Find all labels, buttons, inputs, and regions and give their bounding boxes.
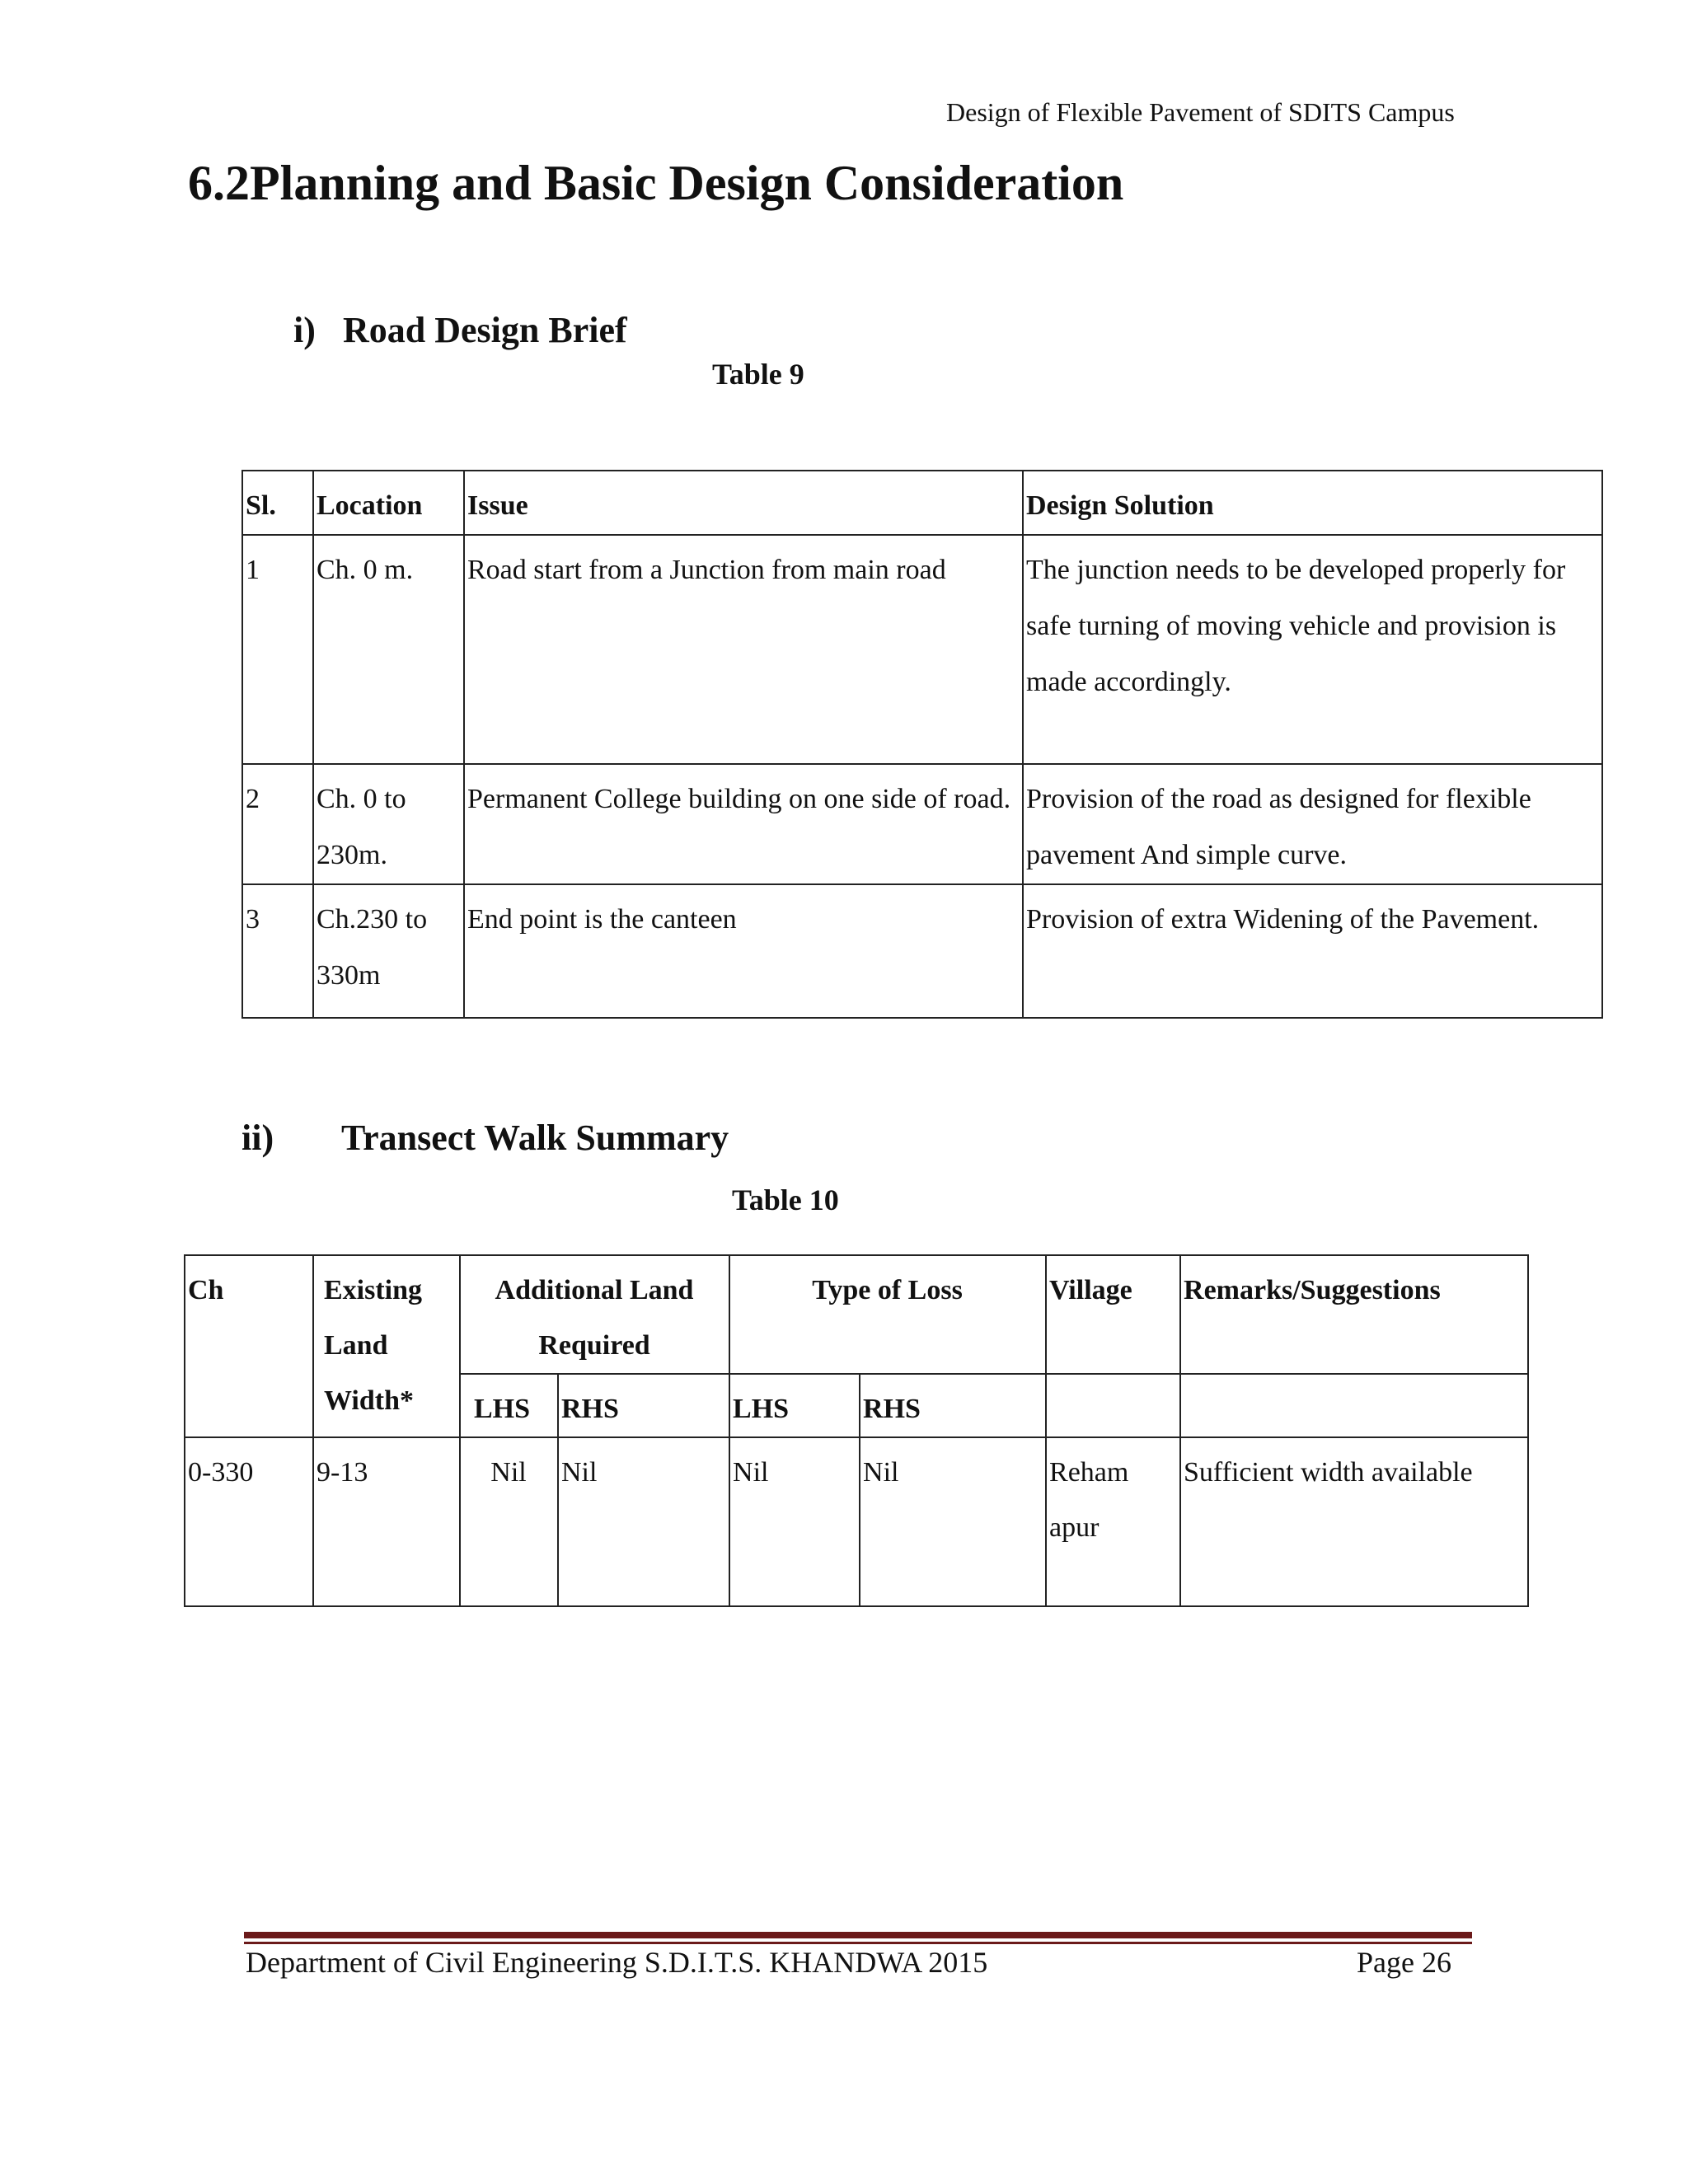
table-cell: Nil — [729, 1437, 860, 1606]
table-caption: Table 9 — [712, 358, 804, 391]
column-header: Ch — [185, 1255, 313, 1437]
table-header-row — [185, 1255, 1528, 1374]
footer-rule — [244, 1932, 1472, 1938]
table-cell: Nil — [460, 1437, 558, 1606]
table-row — [185, 1437, 1528, 1606]
column-subheader: RHS — [558, 1374, 729, 1437]
table-cell: Permanent College building on one side of road. — [464, 764, 1023, 884]
column-header: Village — [1046, 1255, 1180, 1374]
table-cell: Nil — [860, 1437, 1046, 1606]
table-cell: End point is the canteen — [464, 884, 1023, 1018]
table-cell: 1 — [242, 535, 313, 764]
table-cell: 9-13 — [313, 1437, 460, 1606]
table-cell: Ch. 0 to 230m. — [313, 764, 464, 884]
column-subheader: LHS — [460, 1374, 558, 1437]
empty-cell — [1046, 1374, 1180, 1437]
footer-rule — [244, 1942, 1472, 1944]
column-subheader: LHS — [729, 1374, 860, 1437]
table-cell: Nil — [558, 1437, 729, 1606]
running-header: Design of Flexible Pavement of SDITS Campus — [946, 97, 1455, 127]
table-cell: 0-330 — [185, 1437, 313, 1606]
column-header: Sl. — [242, 471, 313, 535]
table-row — [242, 535, 1602, 764]
column-header: Additional Land Required — [460, 1255, 729, 1374]
table-cell: Sufficient width available — [1180, 1437, 1528, 1606]
page-title: 6.2Planning and Basic Design Consideration — [188, 156, 1124, 210]
section-number: i) — [293, 310, 316, 350]
page-number: Page 26 — [1357, 1946, 1451, 1979]
table-cell: Ch. 0 m. — [313, 535, 464, 764]
road-design-brief-table — [241, 470, 1603, 1019]
table-cell: Provision of the road as designed for flexible pavement And simple curve. — [1023, 764, 1602, 884]
section-title: Transect Walk Summary — [341, 1118, 729, 1158]
table-header-row — [242, 471, 1602, 535]
column-header: Existing Land Width* — [313, 1255, 460, 1437]
table-row — [242, 764, 1602, 884]
table-cell: Reham apur — [1046, 1437, 1180, 1606]
table-cell: 2 — [242, 764, 313, 884]
table-cell: Ch.230 to 330m — [313, 884, 464, 1018]
table-caption: Table 10 — [732, 1183, 839, 1216]
transect-walk-table — [184, 1254, 1529, 1607]
table-row — [242, 884, 1602, 1018]
column-header: Location — [313, 471, 464, 535]
section-number: ii) — [241, 1118, 274, 1158]
empty-cell — [1180, 1374, 1528, 1437]
column-header: Type of Loss — [729, 1255, 1046, 1374]
column-header: Issue — [464, 471, 1023, 535]
table-cell: Road start from a Junction from main road — [464, 535, 1023, 764]
table-cell: The junction needs to be developed properly for safe turning of moving vehicle and provision is made accordingly. — [1023, 535, 1602, 764]
footer-department: Department of Civil Engineering S.D.I.T.S. KHANDWA 2015 — [246, 1946, 988, 1979]
table-cell: 3 — [242, 884, 313, 1018]
column-header: Remarks/Suggestions — [1180, 1255, 1528, 1374]
table-cell: Provision of extra Widening of the Pavement. — [1023, 884, 1602, 1018]
column-header: Design Solution — [1023, 471, 1602, 535]
column-subheader: RHS — [860, 1374, 1046, 1437]
section-title: Road Design Brief — [343, 310, 627, 350]
